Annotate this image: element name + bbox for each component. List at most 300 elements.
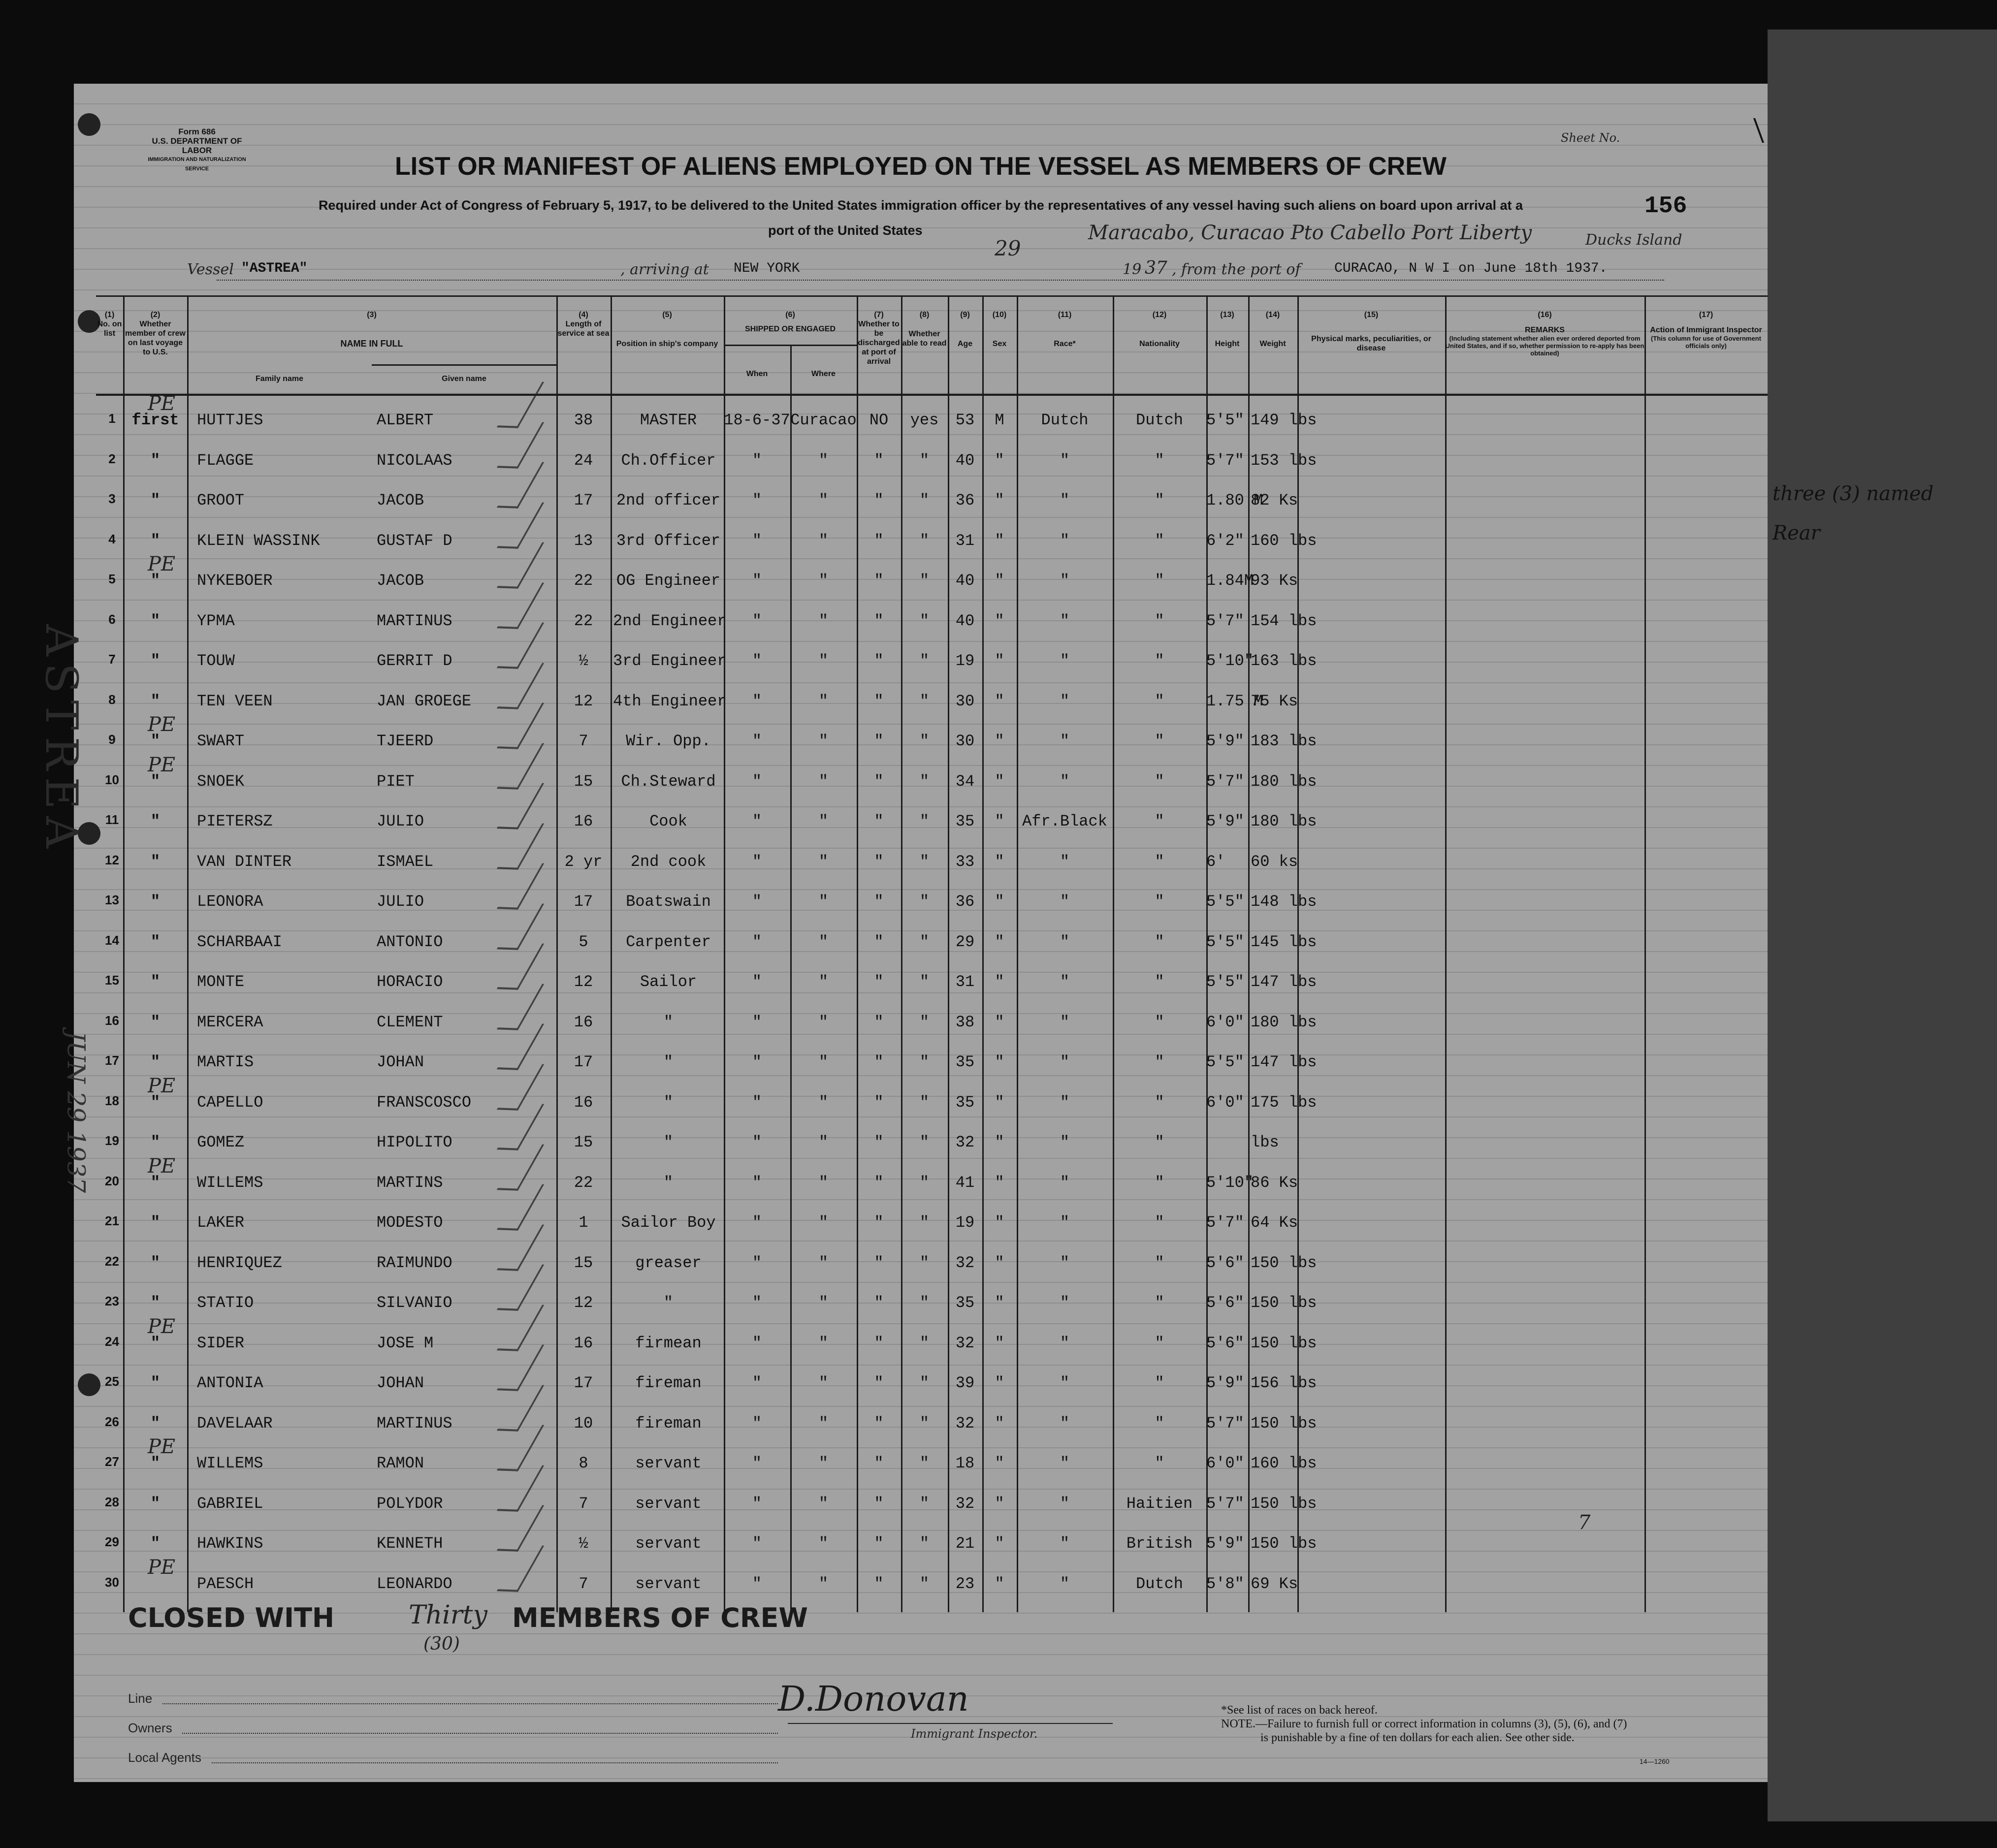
crew-row	[96, 1404, 1768, 1444]
crew-cell-disch: "	[874, 1213, 884, 1232]
crew-cell-where: "	[818, 1213, 829, 1232]
crew-cell-family: SIDER	[197, 1334, 245, 1352]
crew-cell-service: 16	[574, 1334, 593, 1352]
crew-cell-nat: "	[1155, 1294, 1164, 1312]
crew-row	[96, 522, 1768, 561]
crew-cell-height: 5'6"	[1206, 1294, 1244, 1312]
crew-cell-weight: 82 Ks	[1251, 491, 1298, 510]
crew-cell-given: JOSE M	[377, 1334, 434, 1352]
crew-cell-no: 18	[105, 1093, 119, 1108]
crew-cell-sex: "	[995, 652, 1004, 670]
crew-cell-family: SCHARBAAI	[197, 932, 282, 951]
col-header-1: (1) No. on list	[97, 311, 122, 338]
note-failure: NOTE.—Failure to furnish full or correct information in columns (3), (5), (6), and (7)	[1221, 1718, 1627, 1730]
col-header-7: (7) Whether to be discharged at port of arrival	[858, 311, 900, 366]
crew-cell-service: 12	[574, 973, 593, 991]
crew-cell-when: "	[752, 611, 762, 630]
crew-cell-nat: "	[1155, 1374, 1164, 1392]
crew-cell-nat: "	[1155, 772, 1164, 791]
crew-cell-where: "	[818, 1173, 829, 1192]
col-header-family: Family name	[256, 375, 303, 383]
crew-cell-given: JACOB	[377, 572, 424, 590]
crew-cell-given: JOHAN	[377, 1374, 424, 1392]
col-header-4: (4) Length of service at sea	[557, 311, 610, 338]
crew-cell-race: "	[1060, 1053, 1070, 1071]
crew-cell-read: "	[919, 1414, 930, 1433]
shipped-subrule	[724, 345, 857, 346]
crew-cell-race: "	[1060, 1334, 1070, 1352]
crew-cell-weight: 154 lbs	[1251, 611, 1317, 630]
crew-cell-nat: "	[1155, 572, 1164, 590]
crew-cell-age: 40	[955, 451, 975, 470]
crew-cell-weight: 160 lbs	[1251, 531, 1317, 550]
crew-cell-height: 5'9"	[1206, 1374, 1244, 1392]
crew-cell-disch: "	[874, 1053, 884, 1071]
crew-cell-where: "	[818, 1574, 829, 1593]
crew-cell-weight: 150 lbs	[1251, 1534, 1317, 1553]
crew-cell-position: Cook	[649, 812, 687, 830]
crew-row	[96, 1525, 1768, 1564]
crew-cell-service: 10	[574, 1414, 593, 1433]
crew-cell-height: 6'	[1206, 852, 1225, 871]
crew-cell-age: 29	[955, 932, 975, 951]
crew-cell-race: "	[1060, 1093, 1070, 1112]
crew-cell-race: "	[1060, 451, 1070, 470]
subtitle-line-2: port of the United States	[768, 223, 923, 238]
crew-row	[96, 1364, 1768, 1403]
crew-cell-service: 24	[574, 451, 593, 470]
crew-cell-family: PAESCH	[197, 1574, 254, 1593]
arriving-label: , arriving at	[620, 261, 709, 278]
crew-cell-where: "	[818, 852, 829, 871]
crew-cell-race: "	[1060, 1454, 1070, 1472]
crew-cell-sex: "	[995, 611, 1004, 630]
form-number: Form 686	[178, 127, 216, 136]
crew-cell-position: "	[663, 1133, 674, 1151]
crew-cell-height: 5'5"	[1206, 411, 1244, 429]
crew-cell-family: KLEIN WASSINK	[197, 531, 320, 550]
crew-cell-when: "	[752, 652, 762, 670]
crew-cell-race: "	[1060, 973, 1070, 991]
crew-cell-height: 5'5"	[1206, 973, 1244, 991]
crew-cell-prev: "	[150, 1253, 161, 1272]
crew-cell-family: TEN VEEN	[197, 692, 273, 710]
crew-row	[96, 1485, 1768, 1524]
crew-cell-age: 36	[955, 491, 975, 510]
col-header-10: (10) Sex	[992, 311, 1007, 348]
crew-cell-where: "	[818, 1374, 829, 1392]
crew-cell-height: 6'0"	[1206, 1013, 1244, 1031]
crew-cell-family: MARTIS	[197, 1053, 254, 1071]
crew-cell-no: 22	[105, 1253, 119, 1269]
crew-cell-age: 40	[955, 611, 975, 630]
crew-cell-prev: "	[150, 1414, 161, 1433]
crew-cell-family: SNOEK	[197, 772, 245, 791]
crew-cell-age: 19	[955, 652, 975, 670]
crew-cell-given: RAIMUNDO	[377, 1253, 452, 1272]
crew-cell-disch: "	[874, 572, 884, 590]
crew-cell-given: MARTINUS	[377, 611, 452, 630]
crew-cell-age: 39	[955, 1374, 975, 1392]
crew-row	[96, 713, 1768, 762]
crew-cell-weight: 150 lbs	[1251, 1414, 1317, 1433]
crew-cell-nat: "	[1155, 1093, 1164, 1112]
crew-cell-family: GROOT	[197, 491, 245, 510]
crew-cell-age: 21	[955, 1534, 975, 1553]
crew-cell-race: "	[1060, 892, 1070, 911]
crew-cell-prev: "	[150, 611, 161, 630]
crew-row	[96, 843, 1768, 882]
crew-cell-when: "	[752, 892, 762, 911]
form-code: 14—1260	[1640, 1757, 1670, 1765]
crew-row	[96, 1315, 1768, 1364]
col-header-12: (12) Nationality	[1139, 311, 1180, 348]
crew-cell-position: MASTER	[640, 411, 697, 429]
crew-cell-service: 12	[574, 692, 593, 710]
crew-cell-height: 5'9"	[1206, 1534, 1244, 1553]
crew-cell-position: 3rd Officer	[616, 531, 721, 550]
crew-cell-no: 16	[105, 1013, 119, 1028]
crew-cell-read: "	[919, 772, 930, 791]
crew-cell-height: 5'10"	[1206, 1173, 1254, 1192]
crew-cell-read: "	[919, 451, 930, 470]
crew-cell-race: "	[1060, 572, 1070, 590]
crew-cell-given: GUSTAF D	[377, 531, 452, 550]
side-stamp-date: JUN 29 1937	[62, 1031, 91, 1193]
crew-cell-disch: "	[874, 652, 884, 670]
crew-cell-where: "	[818, 611, 829, 630]
crew-cell-sex: "	[995, 692, 1004, 710]
crew-cell-service: 7	[579, 1494, 588, 1513]
crew-cell-family: FLAGGE	[197, 451, 254, 470]
crew-cell-given: TJEERD	[377, 732, 434, 750]
crew-cell-height: 5'6"	[1206, 1253, 1244, 1272]
col-header-9: (9) Age	[957, 311, 973, 348]
crew-cell-position: "	[663, 1013, 674, 1031]
crew-cell-family: MONTE	[197, 973, 245, 991]
crew-cell-weight: 75 Ks	[1251, 692, 1298, 710]
crew-cell-position: OG Engineer	[616, 572, 721, 590]
crew-cell-age: 35	[955, 1294, 975, 1312]
crew-cell-sex: "	[995, 1213, 1004, 1232]
crew-cell-read: "	[919, 1294, 930, 1312]
crew-cell-age: 53	[955, 411, 975, 429]
crew-cell-where: "	[818, 652, 829, 670]
table-top-rule	[96, 295, 1768, 297]
sheet-no-label: Sheet No.	[1561, 131, 1620, 145]
crew-cell-position: Ch.Steward	[621, 772, 716, 791]
year-label: 19	[1123, 261, 1142, 278]
crew-cell-when: "	[752, 451, 762, 470]
crew-cell-position: Sailor Boy	[621, 1213, 716, 1232]
crew-cell-sex: "	[995, 572, 1004, 590]
crew-cell-when: "	[752, 812, 762, 830]
crew-cell-read: "	[919, 1093, 930, 1112]
crew-cell-nat: "	[1155, 1133, 1164, 1151]
crew-cell-race: "	[1060, 1574, 1070, 1593]
footer-line-rule	[162, 1703, 778, 1704]
crew-cell-prev: "	[150, 812, 161, 830]
crew-cell-no: 12	[105, 852, 119, 867]
crew-cell-prev: "	[150, 1213, 161, 1232]
arriving-port: NEW YORK	[734, 261, 800, 276]
crew-cell-age: 35	[955, 812, 975, 830]
crew-cell-race: "	[1060, 1173, 1070, 1192]
crew-cell-height: 5'5"	[1206, 932, 1244, 951]
crew-cell-service: 16	[574, 812, 593, 830]
pe-mark: PE	[148, 553, 176, 575]
col-header-6: (6) SHIPPED OR ENGAGED	[744, 311, 836, 333]
crew-cell-where: "	[818, 1534, 829, 1553]
crew-cell-where: Curacao	[790, 411, 857, 429]
crew-cell-given: JAN GROEGE	[377, 692, 472, 710]
crew-cell-height: 5'5"	[1206, 892, 1244, 911]
crew-cell-read: "	[919, 1334, 930, 1352]
crew-cell-no: 15	[105, 973, 119, 988]
crew-cell-prev: "	[150, 1173, 161, 1192]
crew-cell-height: 5'6"	[1206, 1334, 1244, 1352]
crew-cell-height: 5'7"	[1206, 772, 1244, 791]
crew-cell-race: "	[1060, 1213, 1070, 1232]
crew-cell-sex: "	[995, 1334, 1004, 1352]
crew-cell-height: 5'7"	[1206, 1494, 1244, 1513]
crew-cell-race: "	[1060, 1534, 1070, 1553]
crew-cell-age: 32	[955, 1253, 975, 1272]
crew-cell-where: "	[818, 892, 829, 911]
crew-cell-race: "	[1060, 1013, 1070, 1031]
crew-cell-sex: "	[995, 932, 1004, 951]
crew-cell-family: WILLEMS	[197, 1173, 263, 1192]
crew-cell-race: "	[1060, 1294, 1070, 1312]
col-header-when: When	[746, 370, 768, 378]
crew-cell-where: "	[818, 732, 829, 750]
crew-cell-position: servant	[635, 1574, 702, 1593]
crew-cell-race: "	[1060, 611, 1070, 630]
crew-cell-no: 19	[105, 1133, 119, 1148]
crew-cell-sex: "	[995, 1173, 1004, 1192]
crew-cell-nat: "	[1155, 1013, 1164, 1031]
crew-cell-position: 2nd officer	[616, 491, 721, 510]
crew-cell-given: FRANSCOSCO	[377, 1093, 472, 1112]
department-name: U.S. DEPARTMENT OF LABOR	[152, 136, 242, 155]
crew-cell-family: GOMEZ	[197, 1133, 245, 1151]
crew-cell-no: 30	[105, 1574, 119, 1590]
crew-cell-where: "	[818, 1454, 829, 1472]
crew-cell-prev: "	[150, 1374, 161, 1392]
crew-cell-given: MODESTO	[377, 1213, 443, 1232]
crew-cell-weight: 156 lbs	[1251, 1374, 1317, 1392]
crew-cell-height: 5'8"	[1206, 1574, 1244, 1593]
crew-cell-given: JULIO	[377, 812, 424, 830]
crew-cell-disch: "	[874, 812, 884, 830]
crew-cell-disch: "	[874, 531, 884, 550]
crew-cell-position: "	[663, 1173, 674, 1192]
crew-cell-family: DAVELAAR	[197, 1414, 273, 1433]
crew-cell-age: 23	[955, 1574, 975, 1593]
crew-cell-service: 12	[574, 1294, 593, 1312]
crew-cell-sex: "	[995, 451, 1004, 470]
crew-cell-nat: "	[1155, 932, 1164, 951]
crew-cell-when: "	[752, 1534, 762, 1553]
crew-cell-weight: 180 lbs	[1251, 772, 1317, 791]
crew-cell-read: "	[919, 892, 930, 911]
vessel-name: "ASTREA"	[241, 261, 308, 276]
crew-cell-age: 35	[955, 1093, 975, 1112]
crew-row	[96, 802, 1768, 842]
crew-cell-read: "	[919, 652, 930, 670]
crew-row	[96, 481, 1768, 521]
crew-cell-where: "	[818, 1334, 829, 1352]
crew-cell-disch: "	[874, 1133, 884, 1151]
crew-cell-sex: "	[995, 1053, 1004, 1071]
crew-cell-position: firmean	[635, 1334, 702, 1352]
crew-cell-race: "	[1060, 852, 1070, 871]
crew-cell-height: 5'9"	[1206, 732, 1244, 750]
crew-cell-service: 15	[574, 1133, 593, 1151]
crew-cell-read: "	[919, 852, 930, 871]
crew-cell-read: "	[919, 732, 930, 750]
crew-cell-no: 24	[105, 1334, 119, 1349]
crew-cell-read: "	[919, 611, 930, 630]
crew-row	[96, 392, 1768, 441]
crew-cell-sex: "	[995, 1494, 1004, 1513]
crew-cell-nat: British	[1126, 1534, 1193, 1553]
crew-cell-where: "	[818, 692, 829, 710]
crew-cell-read: "	[919, 692, 930, 710]
crew-cell-no: 8	[108, 692, 116, 707]
page-title: LIST OR MANIFEST OF ALIENS EMPLOYED ON THE VESSEL AS MEMBERS OF CREW	[395, 152, 1447, 181]
crew-row	[96, 753, 1768, 802]
crew-cell-age: 32	[955, 1494, 975, 1513]
crew-cell-when: "	[752, 531, 762, 550]
crew-cell-when: "	[752, 1053, 762, 1071]
crew-cell-disch: "	[874, 451, 884, 470]
crew-cell-position: Wir. Opp.	[626, 732, 711, 750]
crew-cell-given: JOHAN	[377, 1053, 424, 1071]
vessel-line-underline	[217, 280, 1664, 281]
footer-owners-label: Owners	[128, 1721, 172, 1735]
crew-cell-given: PIET	[377, 772, 415, 791]
name-subrule	[372, 364, 556, 366]
crew-row	[96, 1244, 1768, 1283]
crew-cell-family: YPMA	[197, 611, 235, 630]
crew-cell-no: 29	[105, 1534, 119, 1549]
crew-cell-service: 2 yr	[564, 852, 603, 871]
crew-cell-when: "	[752, 1334, 762, 1352]
handwritten-ports-2: Ducks Island	[1585, 231, 1682, 249]
crew-cell-when: "	[752, 732, 762, 750]
crew-cell-given: JULIO	[377, 892, 424, 911]
col-header-where: Where	[811, 370, 836, 378]
crew-cell-sex: "	[995, 852, 1004, 871]
crew-cell-given: CLEMENT	[377, 1013, 443, 1031]
crew-cell-age: 30	[955, 692, 975, 710]
crew-cell-when: "	[752, 1093, 762, 1112]
crew-cell-where: "	[818, 1294, 829, 1312]
crew-cell-read: "	[919, 1053, 930, 1071]
crew-cell-age: 41	[955, 1173, 975, 1192]
crew-cell-prev: "	[150, 1053, 161, 1071]
crew-cell-nat: "	[1155, 611, 1164, 630]
crew-row	[96, 602, 1768, 641]
crew-cell-read: "	[919, 1374, 930, 1392]
sheet-number: 156	[1644, 193, 1687, 220]
crew-cell-sex: "	[995, 1133, 1004, 1151]
crew-cell-no: 25	[105, 1374, 119, 1389]
crew-cell-where: "	[818, 932, 829, 951]
crew-cell-age: 30	[955, 732, 975, 750]
crew-cell-race: "	[1060, 932, 1070, 951]
col-header-3: (3) NAME IN FULL	[340, 311, 403, 349]
crew-cell-disch: "	[874, 892, 884, 911]
crew-cell-family: HENRIQUEZ	[197, 1253, 282, 1272]
crew-cell-no: 13	[105, 892, 119, 907]
crew-cell-given: POLYDOR	[377, 1494, 443, 1513]
footer-agents-label: Local Agents	[128, 1750, 201, 1765]
crew-cell-family: MERCERA	[197, 1013, 263, 1031]
crew-cell-race: "	[1060, 772, 1070, 791]
subtitle-line-1: Required under Act of Congress of February 5, 1917, to be delivered to the United States immigration officer by the representatives of any vessel having such aliens on board upon arrival at a	[318, 198, 1523, 213]
crew-cell-service: 5	[579, 932, 588, 951]
pe-mark: PE	[148, 713, 176, 736]
crew-cell-height: 5'5"	[1206, 1053, 1244, 1071]
crew-cell-no: 9	[108, 732, 116, 747]
crew-cell-position: 2nd Engineer	[613, 611, 727, 630]
inspector-label: Immigrant Inspector.	[911, 1727, 1038, 1741]
crew-cell-sex: "	[995, 973, 1004, 991]
crew-cell-nat: "	[1155, 1334, 1164, 1352]
crew-cell-read: "	[919, 1494, 930, 1513]
crew-cell-race: "	[1060, 732, 1070, 750]
crew-cell-disch: "	[874, 1013, 884, 1031]
crew-cell-age: 31	[955, 531, 975, 550]
crew-cell-family: STATIO	[197, 1294, 254, 1312]
members-label: MEMBERS OF CREW	[512, 1602, 808, 1633]
crew-cell-family: HUTTJES	[197, 411, 263, 429]
crew-cell-family: GABRIEL	[197, 1494, 263, 1513]
crew-cell-weight: 147 lbs	[1251, 973, 1317, 991]
crew-cell-service: 15	[574, 772, 593, 791]
crew-cell-no: 23	[105, 1294, 119, 1308]
crew-cell-prev: "	[150, 1534, 161, 1553]
crew-cell-service: ½	[579, 652, 588, 670]
crew-cell-nat: "	[1155, 973, 1164, 991]
closed-with-label: CLOSED WITH	[128, 1602, 335, 1633]
crew-cell-where: "	[818, 1133, 829, 1151]
crew-cell-race: "	[1060, 692, 1070, 710]
crew-cell-disch: "	[874, 1494, 884, 1513]
crew-cell-height: 1.75 M	[1206, 692, 1263, 710]
pe-mark: PE	[148, 1074, 176, 1097]
crew-cell-nat: "	[1155, 451, 1164, 470]
crew-cell-service: 8	[579, 1454, 588, 1472]
col-header-5: (5) Position in ship's company	[616, 311, 718, 348]
inspector-signature: D.Donovan	[778, 1679, 969, 1719]
crew-cell-family: NYKEBOER	[197, 572, 273, 590]
crew-cell-service: 17	[574, 892, 593, 911]
crew-cell-prev: "	[150, 772, 161, 791]
crew-cell-read: "	[919, 1173, 930, 1192]
crew-cell-nat: "	[1155, 531, 1164, 550]
crew-cell-nat: "	[1155, 1213, 1164, 1232]
crew-cell-service: 22	[574, 572, 593, 590]
crew-cell-read: yes	[910, 411, 939, 429]
crew-cell-disch: "	[874, 1294, 884, 1312]
crew-cell-age: 35	[955, 1053, 975, 1071]
crew-row	[96, 883, 1768, 922]
crew-cell-disch: NO	[869, 411, 889, 429]
crew-cell-service: 17	[574, 491, 593, 510]
